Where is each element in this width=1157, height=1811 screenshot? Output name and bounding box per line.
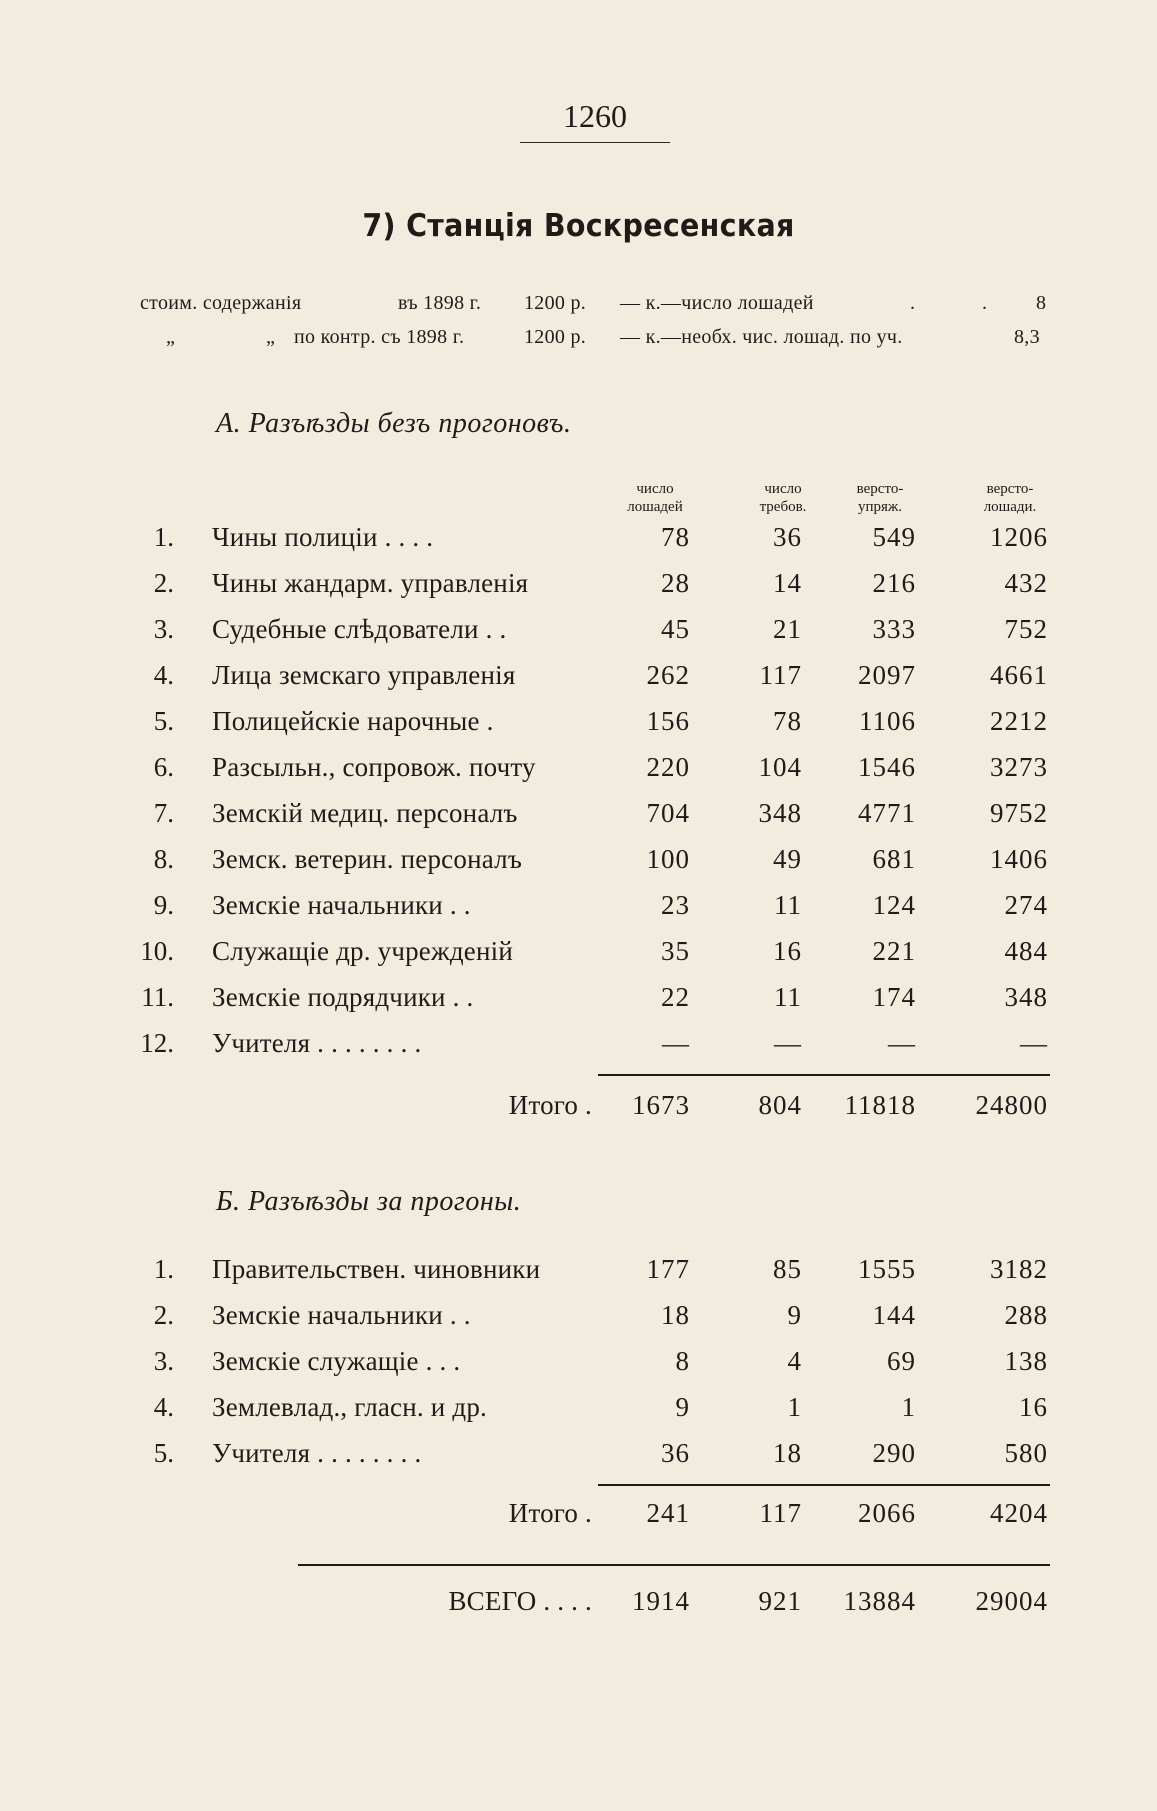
section-a-row-4 [0, 660, 1157, 696]
info-1-dot-b: . [982, 292, 988, 314]
section-a-row-1-verst-horses: 1206 [990, 522, 1048, 552]
section-a-row-1-number: 1. [153, 522, 174, 552]
section-b-total-requests: 117 [759, 1498, 802, 1528]
section-a-row-11-number: 11. [141, 982, 174, 1012]
section-b-total [0, 1498, 1157, 1534]
section-a-row-12-requests: — [774, 1028, 802, 1058]
section-a-total-rule [598, 1074, 1050, 1076]
section-a-row-8-verst-horses: 1406 [990, 844, 1048, 874]
section-b-row-3-verst-horses: 138 [1004, 1346, 1048, 1376]
section-a-row-8-requests: 49 [773, 844, 802, 874]
section-b-row-5-label: Учителя . . . . . . . . [212, 1438, 422, 1468]
section-a-row-8-label: Земск. ветерин. персоналъ [212, 844, 522, 874]
section-b-row-3-label: Земскіе служащіе . . . [212, 1346, 461, 1376]
section-b-row-4-verst-horses: 16 [1019, 1392, 1048, 1422]
section-b-row-5-number: 5. [153, 1438, 174, 1468]
section-a-row-7-number: 7. [153, 798, 174, 828]
section-a-total-verst-horses: 24800 [975, 1090, 1048, 1120]
page-number-underline [520, 142, 670, 143]
section-a-row-11-verst-teams: 174 [872, 982, 916, 1012]
grand-total-rule [298, 1564, 1050, 1566]
info-1-dot-a: . [910, 292, 916, 314]
section-a-row-3-horses: 45 [661, 614, 690, 644]
section-b-total-label: Итого . [508, 1498, 592, 1528]
page-number: 1260 [563, 98, 627, 134]
info-2-ditto-a: „ [166, 326, 176, 348]
section-a-row-8 [0, 844, 1157, 880]
section-b-row-5-requests: 18 [773, 1438, 802, 1468]
column-header-horses-line2: лошадей [627, 499, 683, 515]
info-line-2 [0, 326, 1157, 352]
section-a-row-7 [0, 798, 1157, 834]
section-a-row-12-verst-teams: — [888, 1028, 916, 1058]
section-b-total-verst-teams: 2066 [858, 1498, 916, 1528]
section-a-row-6-verst-teams: 1546 [858, 752, 916, 782]
station-title: 7) Станція Воскресенская [362, 208, 795, 244]
section-a-row-3-verst-horses: 752 [1004, 614, 1048, 644]
section-a-title: А. Разъѣзды безъ прогоновъ. [216, 408, 572, 439]
column-header-verst-horses-line1: версто- [986, 481, 1034, 497]
section-b-row-2-label: Земскіе начальники . . [212, 1300, 471, 1330]
section-b-row-4-horses: 9 [675, 1392, 690, 1422]
grand-total-verst-horses: 29004 [975, 1586, 1048, 1616]
section-a-row-9-verst-teams: 124 [872, 890, 916, 920]
column-header-verst-teams-line1: версто- [856, 481, 904, 497]
section-a-total-verst-teams: 11818 [844, 1090, 916, 1120]
section-a-row-2-requests: 14 [773, 568, 802, 598]
section-a-row-5-horses: 156 [646, 706, 690, 736]
info-1-horses-value: 8 [1036, 292, 1047, 314]
section-a-row-8-number: 8. [153, 844, 174, 874]
section-b-row-2-requests: 9 [787, 1300, 802, 1330]
section-a-row-6-horses: 220 [646, 752, 690, 782]
section-a-row-5-verst-horses: 2212 [990, 706, 1048, 736]
section-a-row-12-horses: — [662, 1028, 690, 1058]
info-1-horses-label: — к.—число лошадей [620, 292, 814, 314]
section-a-row-3-label: Судебные слѣдователи . . [212, 614, 507, 644]
section-b-row-2-horses: 18 [661, 1300, 690, 1330]
section-b-row-4-requests: 1 [787, 1392, 802, 1422]
info-2-contract: по контр. съ 1898 г. [294, 326, 465, 348]
info-1-year: въ 1898 г. [398, 292, 482, 314]
section-a-row-4-verst-horses: 4661 [990, 660, 1048, 690]
section-b-row-3-horses: 8 [675, 1346, 690, 1376]
section-a-row-3-verst-teams: 333 [872, 614, 916, 644]
section-a-row-11-requests: 11 [774, 982, 802, 1012]
section-a-row-7-verst-teams: 4771 [858, 798, 916, 828]
section-a-row-5-requests: 78 [773, 706, 802, 736]
section-b-row-1-label: Правительствен. чиновники [212, 1254, 541, 1284]
section-b-row-2-verst-teams: 144 [872, 1300, 916, 1330]
section-a-row-6 [0, 752, 1157, 788]
section-a-row-10-horses: 35 [661, 936, 690, 966]
grand-total-verst-teams: 13884 [843, 1586, 916, 1616]
section-b-total-verst-horses: 4204 [990, 1498, 1048, 1528]
section-b-row-4-verst-teams: 1 [901, 1392, 916, 1422]
section-a-row-5-label: Полицейскіе нарочные . [212, 706, 494, 736]
section-b-row-1-number: 1. [153, 1254, 174, 1284]
section-a-row-9-number: 9. [153, 890, 174, 920]
section-a-total-horses: 1673 [632, 1090, 690, 1120]
column-header-horses [595, 480, 715, 516]
section-a-total [0, 1090, 1157, 1126]
info-2-needed-value: 8,3 [1014, 326, 1040, 348]
section-a-row-8-verst-teams: 681 [872, 844, 916, 874]
section-a-row-9-horses: 23 [661, 890, 690, 920]
section-a-total-requests: 804 [758, 1090, 802, 1120]
section-a-row-9 [0, 890, 1157, 926]
section-b-row-1-horses: 177 [646, 1254, 690, 1284]
section-a-row-4-verst-teams: 2097 [858, 660, 916, 690]
section-a-row-12-number: 12. [140, 1028, 174, 1058]
section-a-row-11-verst-horses: 348 [1004, 982, 1048, 1012]
section-a-row-7-requests: 348 [758, 798, 802, 828]
section-a-row-2-number: 2. [153, 568, 174, 598]
column-header-verst-teams-line2: упряж. [857, 499, 903, 515]
column-header-requests-line2: требов. [759, 499, 807, 515]
column-header-horses-line1: число [636, 481, 674, 497]
section-a-row-1-requests: 36 [773, 522, 802, 552]
section-a-row-6-number: 6. [153, 752, 174, 782]
section-a-row-2-verst-horses: 432 [1004, 568, 1048, 598]
section-b-row-2 [0, 1300, 1157, 1336]
section-a-row-2-verst-teams: 216 [872, 568, 916, 598]
section-a-row-7-verst-horses: 9752 [990, 798, 1048, 828]
section-a-row-5-verst-teams: 1106 [859, 706, 916, 736]
section-a-total-label: Итого . [508, 1090, 592, 1120]
section-b-total-rule [598, 1484, 1050, 1486]
grand-total-horses: 1914 [632, 1586, 690, 1616]
section-b-row-2-number: 2. [153, 1300, 174, 1330]
section-b-row-4 [0, 1392, 1157, 1428]
section-a-row-6-verst-horses: 3273 [990, 752, 1048, 782]
section-a-row-5 [0, 706, 1157, 742]
section-a-row-10-requests: 16 [773, 936, 802, 966]
section-a-row-1-label: Чины полиціи . . . . [212, 522, 434, 552]
section-b-row-1-verst-teams: 1555 [858, 1254, 916, 1284]
info-2-needed-label: — к.—необх. чис. лошад. по уч. [620, 326, 903, 348]
section-a-row-2-horses: 28 [661, 568, 690, 598]
section-b-title: Б. Разъѣзды за прогоны. [216, 1186, 522, 1217]
section-a-row-11-horses: 22 [661, 982, 690, 1012]
section-a-row-6-requests: 104 [758, 752, 802, 782]
section-a-row-12-label: Учителя . . . . . . . . [212, 1028, 422, 1058]
section-b-row-5-verst-horses: 580 [1004, 1438, 1048, 1468]
section-a-row-3 [0, 614, 1157, 650]
section-b-row-3 [0, 1346, 1157, 1382]
section-a-row-10-verst-teams: 221 [872, 936, 916, 966]
section-b-row-2-verst-horses: 288 [1004, 1300, 1048, 1330]
grand-total [0, 1586, 1157, 1622]
section-a-row-10-label: Служащіе др. учрежденій [212, 936, 513, 966]
info-1-label: стоим. содержанія [140, 292, 302, 314]
section-b-row-5-verst-teams: 290 [872, 1438, 916, 1468]
section-b-row-4-label: Землевлад., гласн. и др. [212, 1392, 487, 1422]
column-header-verst-horses-line2: лошади. [983, 499, 1037, 515]
section-a-row-9-label: Земскіе начальники . . [212, 890, 471, 920]
column-header-requests-line1: число [764, 481, 802, 497]
section-a-row-5-number: 5. [153, 706, 174, 736]
section-a-row-1-horses: 78 [661, 522, 690, 552]
section-a-row-1-verst-teams: 549 [872, 522, 916, 552]
section-b-row-1-verst-horses: 3182 [990, 1254, 1048, 1284]
section-a-row-6-label: Разсыльн., сопровож. почту [212, 752, 536, 782]
section-a-row-12-verst-horses: — [1020, 1028, 1048, 1058]
info-line-1 [0, 292, 1157, 318]
section-b-row-1-requests: 85 [773, 1254, 802, 1284]
section-a-row-8-horses: 100 [646, 844, 690, 874]
section-a-row-7-horses: 704 [646, 798, 690, 828]
section-a-row-7-label: Земскій медиц. персоналъ [212, 798, 518, 828]
section-a-row-2 [0, 568, 1157, 604]
info-2-cost: 1200 р. [524, 326, 587, 348]
section-b-row-4-number: 4. [153, 1392, 174, 1422]
section-a-row-11 [0, 982, 1157, 1018]
section-a-row-4-number: 4. [153, 660, 174, 690]
section-a-row-12 [0, 1028, 1157, 1064]
section-a-row-4-horses: 262 [646, 660, 690, 690]
section-a-row-4-requests: 117 [759, 660, 802, 690]
section-a-row-10-number: 10. [140, 936, 174, 966]
section-a-row-9-verst-horses: 274 [1004, 890, 1048, 920]
column-header-verst-horses [950, 480, 1070, 516]
grand-total-requests: 921 [758, 1586, 802, 1616]
section-b-row-5-horses: 36 [661, 1438, 690, 1468]
section-a-row-10-verst-horses: 484 [1004, 936, 1048, 966]
section-a-row-2-label: Чины жандарм. управленія [212, 568, 529, 598]
section-b-total-horses: 241 [646, 1498, 690, 1528]
section-b-row-3-verst-teams: 69 [887, 1346, 916, 1376]
info-2-ditto-b: „ [266, 326, 276, 348]
section-b-row-3-number: 3. [153, 1346, 174, 1376]
info-1-cost: 1200 р. [524, 292, 587, 314]
section-a-row-3-requests: 21 [773, 614, 802, 644]
section-b-row-5 [0, 1438, 1157, 1474]
column-header-verst-teams [820, 480, 940, 516]
section-a-row-4-label: Лица земскаго управленія [212, 660, 516, 690]
section-b-row-1 [0, 1254, 1157, 1290]
section-a-row-9-requests: 11 [774, 890, 802, 920]
section-a-row-11-label: Земскіе подрядчики . . [212, 982, 474, 1012]
section-b-row-3-requests: 4 [787, 1346, 802, 1376]
grand-total-label: ВСЕГО . . . . [448, 1586, 592, 1616]
section-a-row-10 [0, 936, 1157, 972]
section-a-row-1 [0, 522, 1157, 558]
section-a-row-3-number: 3. [153, 614, 174, 644]
